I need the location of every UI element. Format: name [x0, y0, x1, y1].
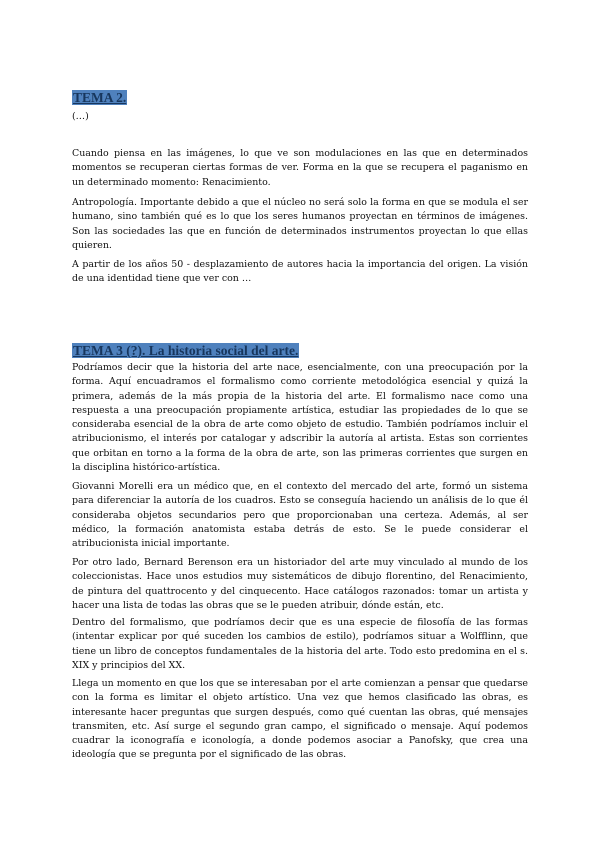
ellipsis-paragraph: (…)	[72, 111, 89, 122]
section-2-heading-wrap	[72, 342, 528, 360]
section-1-heading-wrap	[72, 89, 528, 107]
paragraph: Giovanni Morelli era un médico que, en el contexto del mercado del arte, formó un sistema para diferenciar la autoría de los cuadros. Esto se conseguía haciendo un análisis de lo que él consideraba objetos secundarios pero que proporcionaban una certeza. Además, al ser médico, la formación anatomista estaba detrás de esto. Se le puede considerar el atribucionista inicial importante.	[72, 481, 528, 550]
paragraph: Podríamos decir que la historia del arte nace, esencialmente, con una preocupación por la forma. Aquí encuadramos el formalismo como corriente metodológica esencial y quizá la primera, además de la más propia de la historia del arte. El formalismo nace como una respuesta a una preocupación propiamente artística, estudiar las propiedades de lo que se consideraba esencial de la obra de arte como objeto de estudio. También podríamos incluir el atribucionismo, el interés por catalogar y adscribir la autoría al artista. Estas son corrientes que orbitan en torno a la forma de la obra de arte, son las primeras corrientes que surgen en la disciplina histórico-artística.	[72, 362, 528, 474]
paragraph: Por otro lado, Bernard Berenson era un historiador del arte muy vinculado al mundo de los coleccionistas. Hace unos estudios muy sistemáticos de dibujo florentino, del Renacimiento, de pintura del quattrocento y del cinquecento. Hace catálogos razonados: tomar un artista y hacer una lista de todas las obras que se le pueden atribuir, dónde están, etc.	[72, 557, 528, 611]
paragraph: A partir de los años 50 - desplazamiento de autores hacia la importancia del origen. La visión de una identidad tiene que ver con …	[72, 259, 528, 285]
paragraph: Antropología. Importante debido a que el núcleo no será solo la forma en que se modula el ser humano, sino también qué es lo que los seres humanos proyectan en términos de imágenes. Son las sociedades las que en función de determinados instrumentos proyectan lo que ellas quieren.	[72, 197, 528, 251]
section-heading: TEMA 3 (?). La historia social del arte.	[73, 343, 299, 358]
section-heading: TEMA 2.	[73, 90, 127, 105]
paragraph: Llega un momento en que los que se interesaban por el arte comienzan a pensar que quedarse con la forma es limitar el objeto artístico. Una vez que hemos clasificado las obras, es interesante hacer preguntas que surgen después, como qué cuentan las obras, qué mensajes transmiten, etc. Así surge el segundo gran campo, el significado o mensaje. Aquí podemos cuadrar la iconografía e iconología, a donde podemos asociar a Panofsky, que crea una ideología que se pregunta por el significado de las obras.	[72, 678, 528, 761]
paragraph: Dentro del formalismo, que podríamos decir que es una especie de filosofía de las formas (intentar explicar por qué suceden los cambios de estilo), podríamos situar a Wolfflinn, que tiene un libro de conceptos fundamentales de la historia del arte. Todo esto predomina en el s. XIX y principios del XX.	[72, 617, 528, 671]
paragraph: Cuando piensa en las imágenes, lo que ve son modulaciones en las que en determinados momentos se recuperan ciertas formas de ver. Forma en la que se recupera el paganismo en un determinado momento: Renacimiento.	[72, 148, 528, 188]
